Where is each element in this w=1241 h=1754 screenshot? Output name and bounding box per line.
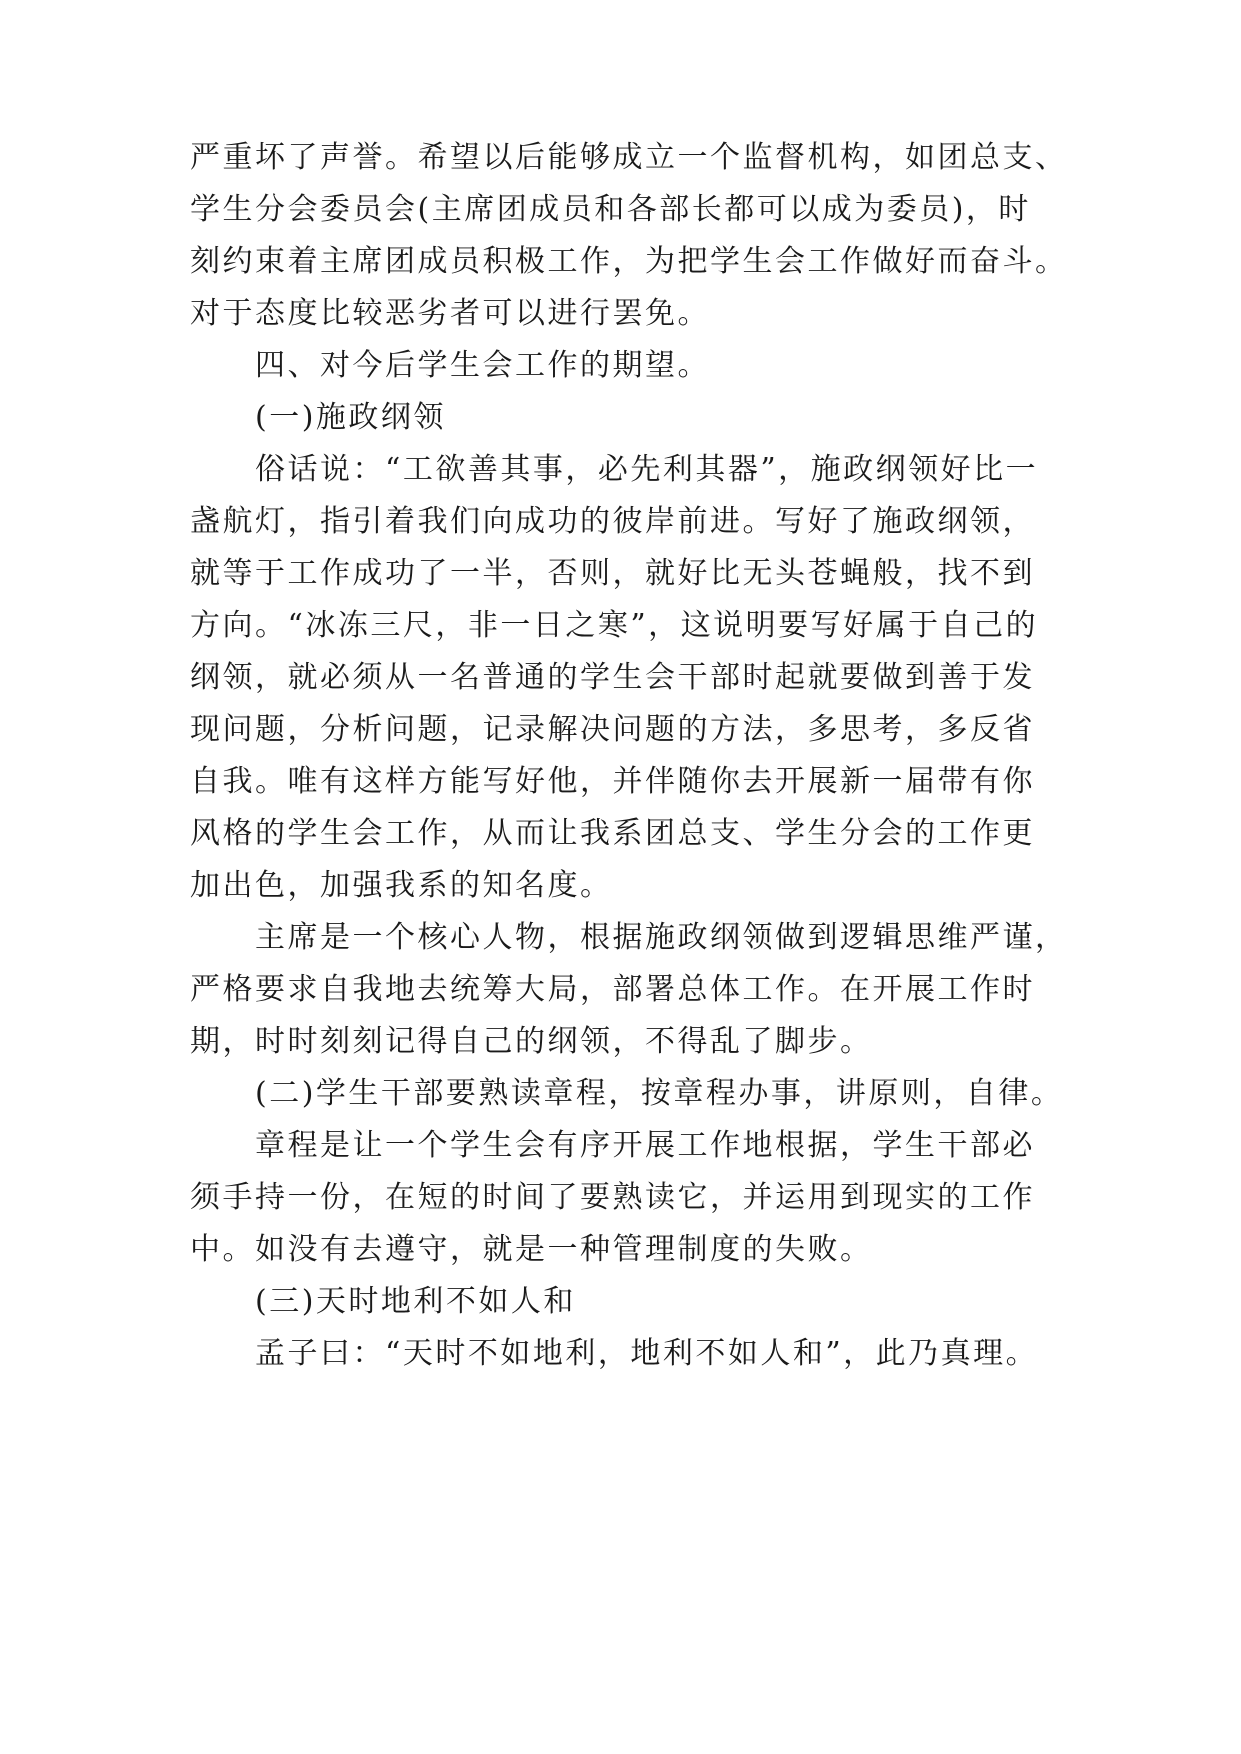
text-line: 章程是让一个学生会有序开展工作地根据，学生干部必 — [255, 1128, 1035, 1163]
text-line: 方向。“冰冻三尺，非一日之寒”，这说明要写好属于自己的 — [190, 608, 1039, 643]
text-line: 风格的学生会工作，从而让我系团总支、学生分会的工作更 — [190, 816, 1035, 851]
text-line: 孟子曰：“天时不如地利，地利不如人和”，此乃真理。 — [255, 1336, 1039, 1371]
subsection-heading: (三)天时地利不如人和 — [255, 1284, 576, 1319]
text-line: 就等于工作成功了一半，否则，就好比无头苍蝇般，找不到 — [190, 556, 1035, 591]
text-line: 中。如没有去遵守，就是一种管理制度的失败。 — [190, 1232, 873, 1267]
subsection-heading: (一)施政纲领 — [255, 400, 446, 435]
text-line: 严格要求自我地去统筹大局，部署总体工作。在开展工作时 — [190, 972, 1035, 1007]
text-line: 期，时时刻刻记得自己的纲领，不得乱了脚步。 — [190, 1024, 873, 1059]
text-line: 严重坏了声誉。希望以后能够成立一个监督机构，如团总支、 — [190, 140, 1068, 175]
text-line: 加出色，加强我系的知名度。 — [190, 868, 613, 903]
text-line: 须手持一份，在短的时间了要熟读它，并运用到现实的工作 — [190, 1180, 1035, 1215]
text-line: 对于态度比较恶劣者可以进行罢免。 — [190, 296, 710, 331]
text-line: 刻约束着主席团成员积极工作，为把学生会工作做好而奋斗。 — [190, 244, 1068, 279]
text-line: 自我。唯有这样方能写好他，并伴随你去开展新一届带有你 — [190, 764, 1035, 799]
subsection-heading: (二)学生干部要熟读章程，按章程办事，讲原则，自律。 — [255, 1076, 1064, 1111]
text-line: 盏航灯，指引着我们向成功的彼岸前进。写好了施政纲领， — [190, 504, 1035, 539]
text-line: 主席是一个核心人物，根据施政纲领做到逻辑思维严谨， — [255, 920, 1068, 955]
text-line: 纲领，就必须从一名普通的学生会干部时起就要做到善于发 — [190, 660, 1035, 695]
text-line: 学生分会委员会(主席团成员和各部长都可以成为委员)，时 — [190, 192, 1031, 227]
section-heading: 四、对今后学生会工作的期望。 — [255, 348, 710, 383]
text-line: 俗话说：“工欲善其事，必先利其器”，施政纲领好比一 — [255, 452, 1039, 487]
text-line: 现问题，分析问题，记录解决问题的方法，多思考，多反省 — [190, 712, 1035, 747]
